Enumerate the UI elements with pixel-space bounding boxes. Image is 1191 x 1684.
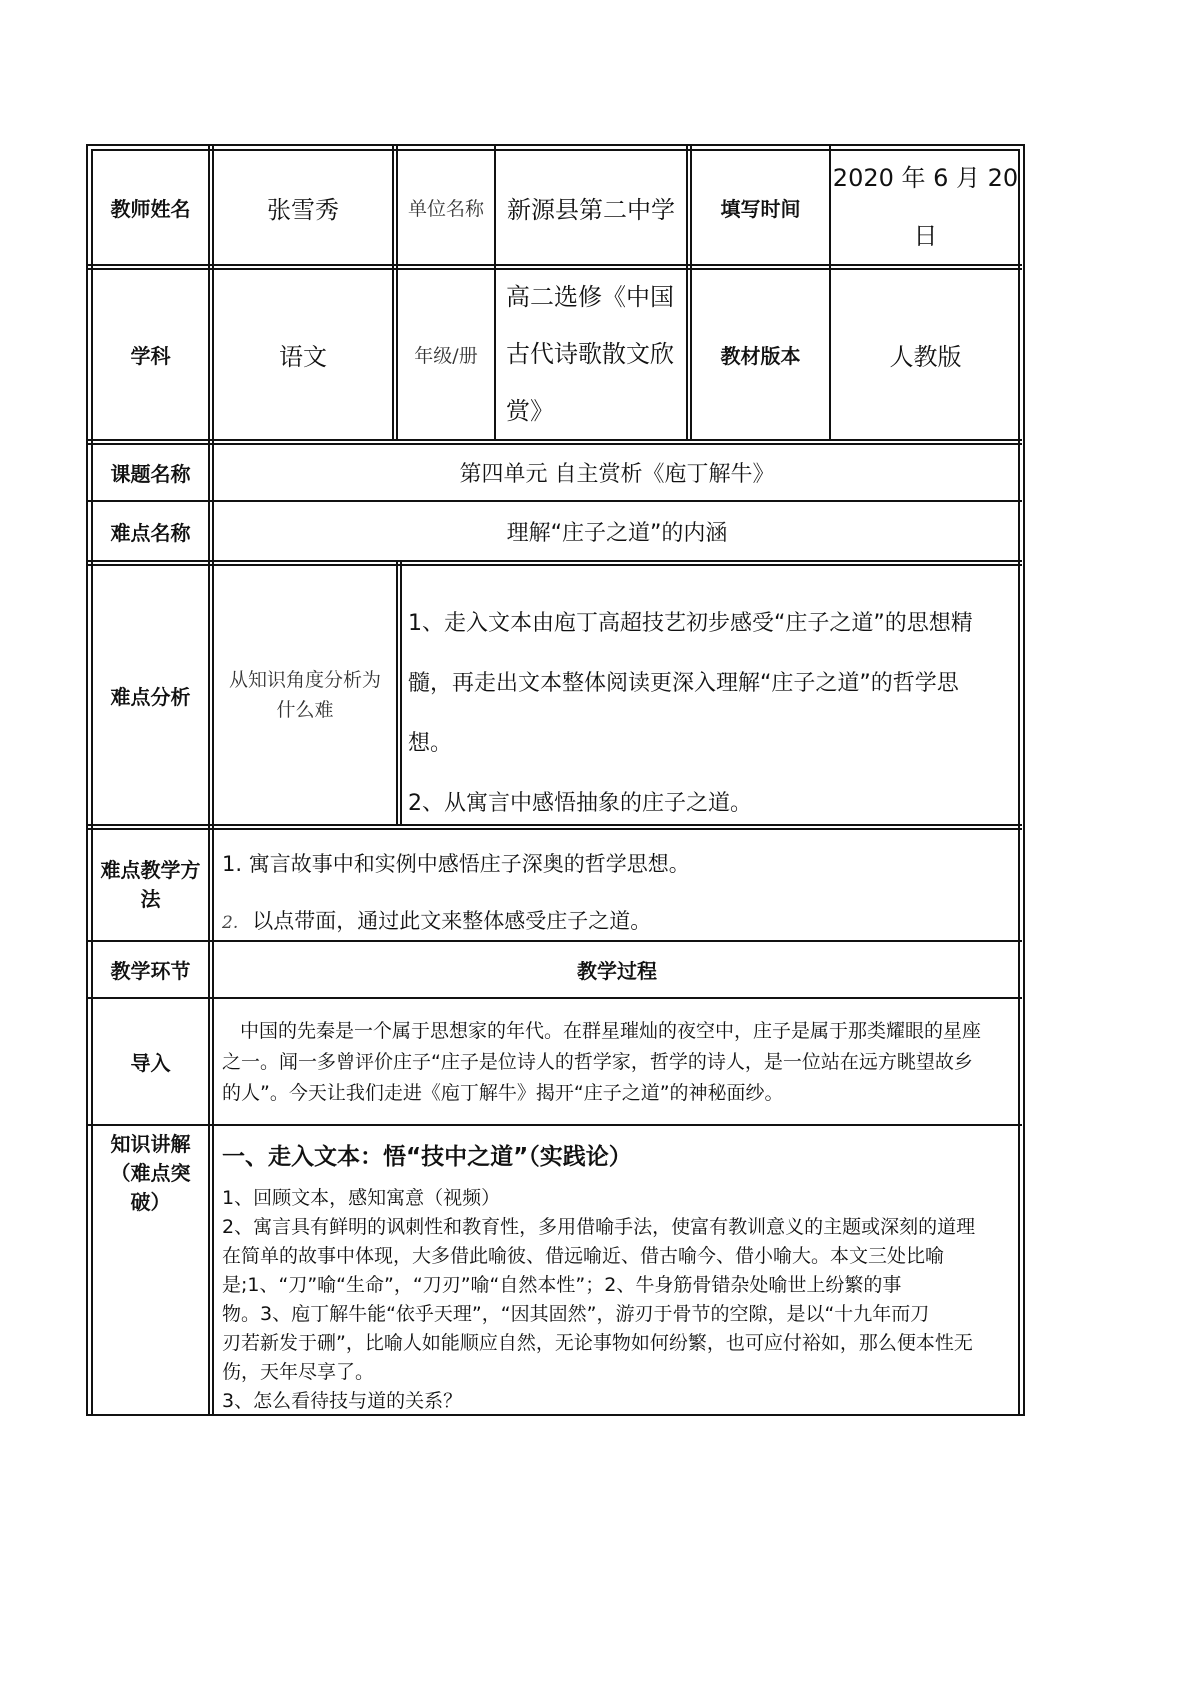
grade-line2: 古代诗歌散文欣: [506, 340, 674, 368]
analysis-line: 2、从寓言中感悟抽象的庄子之道。: [408, 791, 752, 816]
knowledge-line: 3、怎么看待技与道的关系？: [222, 1390, 463, 1412]
edition-value: 人教版: [889, 343, 962, 371]
col-divider: [392, 146, 394, 441]
method-item-text: 以点带面，通过此文来整体感受庄子之道。: [252, 909, 652, 933]
col-divider: [396, 562, 398, 826]
intro-line: 的人”。今天让我们走进《庖丁解牛》揭开“庄子之道”的神秘面纱。: [222, 1082, 784, 1104]
topic-label: 课题名称: [110, 462, 191, 486]
knowledge-label: [93, 1126, 208, 1226]
method-item: 1. 寓言故事中和实例中感悟庄子深奥的哲学思想。: [222, 852, 690, 876]
row-divider: [88, 997, 1022, 999]
teacher-name-value: 张雪秀: [267, 195, 339, 224]
col-divider: [208, 146, 210, 1414]
grade-label: 年级/册: [414, 345, 478, 367]
topic-value: 第四单元 自主赏析《庖丁解牛》: [459, 462, 775, 487]
knowledge-line: 伤，天年尽享了。: [222, 1361, 375, 1383]
method-content: [222, 836, 690, 952]
fill-date-line1: 2020 年 6 月 20: [832, 164, 1019, 192]
fill-date-line2: 日: [913, 222, 938, 250]
row-divider: [88, 264, 1022, 266]
knowledge-line: 刃若新发于硎”，比喻人如能顺应自然，无论事物如何纷繁，也可应付裕如，那么便本性无: [222, 1332, 973, 1354]
process-header: 教学过程: [577, 959, 657, 983]
intro-line: 中国的先秦是一个属于思想家的年代。在群星璀灿的夜空中，庄子是属于那类耀眼的星座: [240, 1020, 982, 1042]
knowledge-label-line1: 知识讲解: [110, 1132, 191, 1156]
stage-header: 教学环节: [110, 959, 191, 983]
difficulty-label: 难点名称: [110, 520, 191, 545]
analysis-label: 难点分析: [110, 684, 191, 709]
analysis-subheading: [214, 566, 396, 824]
knowledge-label-line3: 破）: [130, 1190, 171, 1214]
row-divider: [88, 560, 1022, 562]
unit-name-value: 新源县第二中学: [507, 195, 675, 224]
analysis-sub-line1: 从知识角度分析为: [228, 669, 381, 691]
analysis-line: 想。: [408, 731, 453, 756]
row-divider: [88, 439, 1022, 441]
col-divider: [400, 562, 402, 826]
analysis-line: 1、走入文本由庖丁高超技艺初步感受“庄子之道”的思想精: [408, 611, 973, 636]
grade-value: [496, 270, 686, 439]
intro-content: [222, 1016, 981, 1109]
intro-label: 导入: [130, 1051, 171, 1075]
teacher-name-label: 教师姓名: [110, 196, 191, 221]
intro-line: 之一。闻一多曾评价庄子“庄子是位诗人的哲学家，哲学的诗人，是一位站在远方眺望故乡: [222, 1051, 973, 1073]
unit-name-label: 单位名称: [407, 197, 484, 220]
grade-line1: 高二选修《中国: [506, 283, 674, 311]
fill-date-label: 填写时间: [720, 196, 801, 221]
analysis-sub-line2: 什么难: [276, 699, 334, 721]
subject-value: 语文: [279, 343, 327, 371]
col-divider: [686, 146, 688, 441]
method-label: [93, 830, 208, 940]
knowledge-heading: 一、走入文本：悟“技中之道”（实践论）: [222, 1144, 632, 1170]
subject-label: 学科: [130, 344, 171, 368]
knowledge-line: 2、寓言具有鲜明的讽刺性和教育性，多用借喻手法，使富有教训意义的主题或深刻的道理: [222, 1216, 976, 1238]
analysis-line: 髓，再走出文本整体阅读更深入理解“庄子之道”的哲学思: [408, 671, 959, 696]
knowledge-line: 1、回顾文本，感知寓意（视频）: [222, 1187, 501, 1209]
edition-label: 教材版本: [720, 344, 801, 368]
difficulty-value: 理解“庄子之道”的内涵: [506, 520, 728, 546]
analysis-content: [408, 594, 973, 834]
method-label-line2: 法: [140, 887, 161, 911]
knowledge-line: 是;1、“刀”喻“生命”，“刀刃”喻“自然本性”；2、牛身筋骨错杂处喻世上纷繁的事: [222, 1274, 902, 1296]
row-divider: [88, 1124, 1022, 1126]
knowledge-line: 在简单的故事中体现，大多借此喻彼、借远喻近、借古喻今、借小喻大。本文三处比喻: [222, 1245, 945, 1267]
method-item-number: 2.: [222, 913, 239, 933]
knowledge-content: [222, 1184, 975, 1416]
fill-date-value: [831, 150, 1020, 264]
knowledge-line: 物。3、庖丁解牛能“依乎天理”，“因其固然”，游刃于骨节的空隙，是以“十九年而刀: [222, 1303, 930, 1325]
knowledge-label-line2: （难点突: [110, 1161, 191, 1185]
method-label-line1: 难点教学方: [100, 858, 201, 882]
grade-line3: 赏》: [506, 397, 554, 425]
